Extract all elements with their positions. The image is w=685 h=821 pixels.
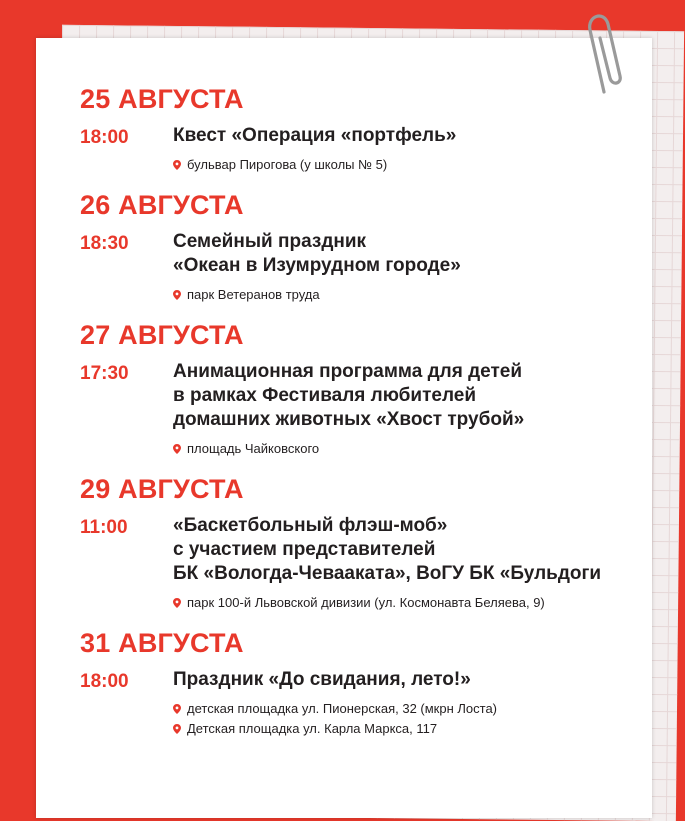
- event-title: Анимационная программа для детей в рамках Фестиваля любителей домашних животных «Хвост трубой»: [173, 361, 525, 430]
- event-location: [173, 286, 640, 304]
- event-time: 18:00: [80, 671, 129, 692]
- map-pin-icon: [173, 444, 181, 454]
- event-location: [173, 594, 640, 612]
- event-row: [80, 230, 640, 304]
- event-date: 29 АВГУСТА: [80, 474, 244, 504]
- event-time: 11:00: [80, 517, 128, 538]
- event-details: [173, 124, 640, 174]
- map-pin-icon: [173, 704, 181, 714]
- day-block: [80, 472, 640, 612]
- day-block: [80, 318, 640, 458]
- event-location-text: площадь Чайковского: [187, 441, 320, 456]
- event-location: [173, 156, 640, 174]
- event-date: 27 АВГУСТА: [80, 320, 244, 350]
- event-schedule: [80, 82, 640, 752]
- event-row: [80, 514, 640, 612]
- event-title: «Баскетбольный флэш-моб» с участием представителей БК «Вологда-Чевааката», ВоГУ БК «Бульдоги: [173, 515, 602, 584]
- event-details: [173, 360, 640, 458]
- event-location-text: парк Ветеранов труда: [187, 287, 320, 302]
- map-pin-icon: [173, 598, 181, 608]
- event-title: Праздник «До свидания, лето!»: [173, 669, 471, 690]
- day-block: [80, 188, 640, 304]
- day-block: [80, 626, 640, 738]
- event-location-text: детская площадка ул. Пионерская, 32 (мкрн Лоста): [187, 701, 498, 716]
- event-details: [173, 514, 640, 612]
- event-details: [173, 230, 640, 304]
- event-location-text: Детская площадка ул. Карла Маркса, 117: [187, 721, 438, 736]
- event-location-text: бульвар Пирогова (у школы № 5): [187, 157, 388, 172]
- event-date: 26 АВГУСТА: [80, 190, 244, 220]
- event-location: [173, 700, 640, 718]
- event-time: 18:30: [80, 233, 129, 254]
- day-block: [80, 82, 640, 174]
- event-row: [80, 124, 640, 174]
- event-row: [80, 668, 640, 738]
- event-location-text: парк 100-й Львовской дивизии (ул. Космонавта Беляева, 9): [187, 595, 545, 610]
- event-details: [173, 668, 640, 738]
- event-row: [80, 360, 640, 458]
- event-title: Семейный праздник «Океан в Изумрудном городе»: [173, 231, 461, 276]
- map-pin-icon: [173, 290, 181, 300]
- event-location: [173, 440, 640, 458]
- map-pin-icon: [173, 160, 181, 170]
- event-time: 18:00: [80, 127, 129, 148]
- event-time: 17:30: [80, 363, 129, 384]
- event-title: Квест «Операция «портфель»: [173, 125, 457, 146]
- event-date: 31 АВГУСТА: [80, 628, 244, 658]
- event-location: [173, 720, 640, 738]
- map-pin-icon: [173, 724, 181, 734]
- event-date: 25 АВГУСТА: [80, 84, 244, 114]
